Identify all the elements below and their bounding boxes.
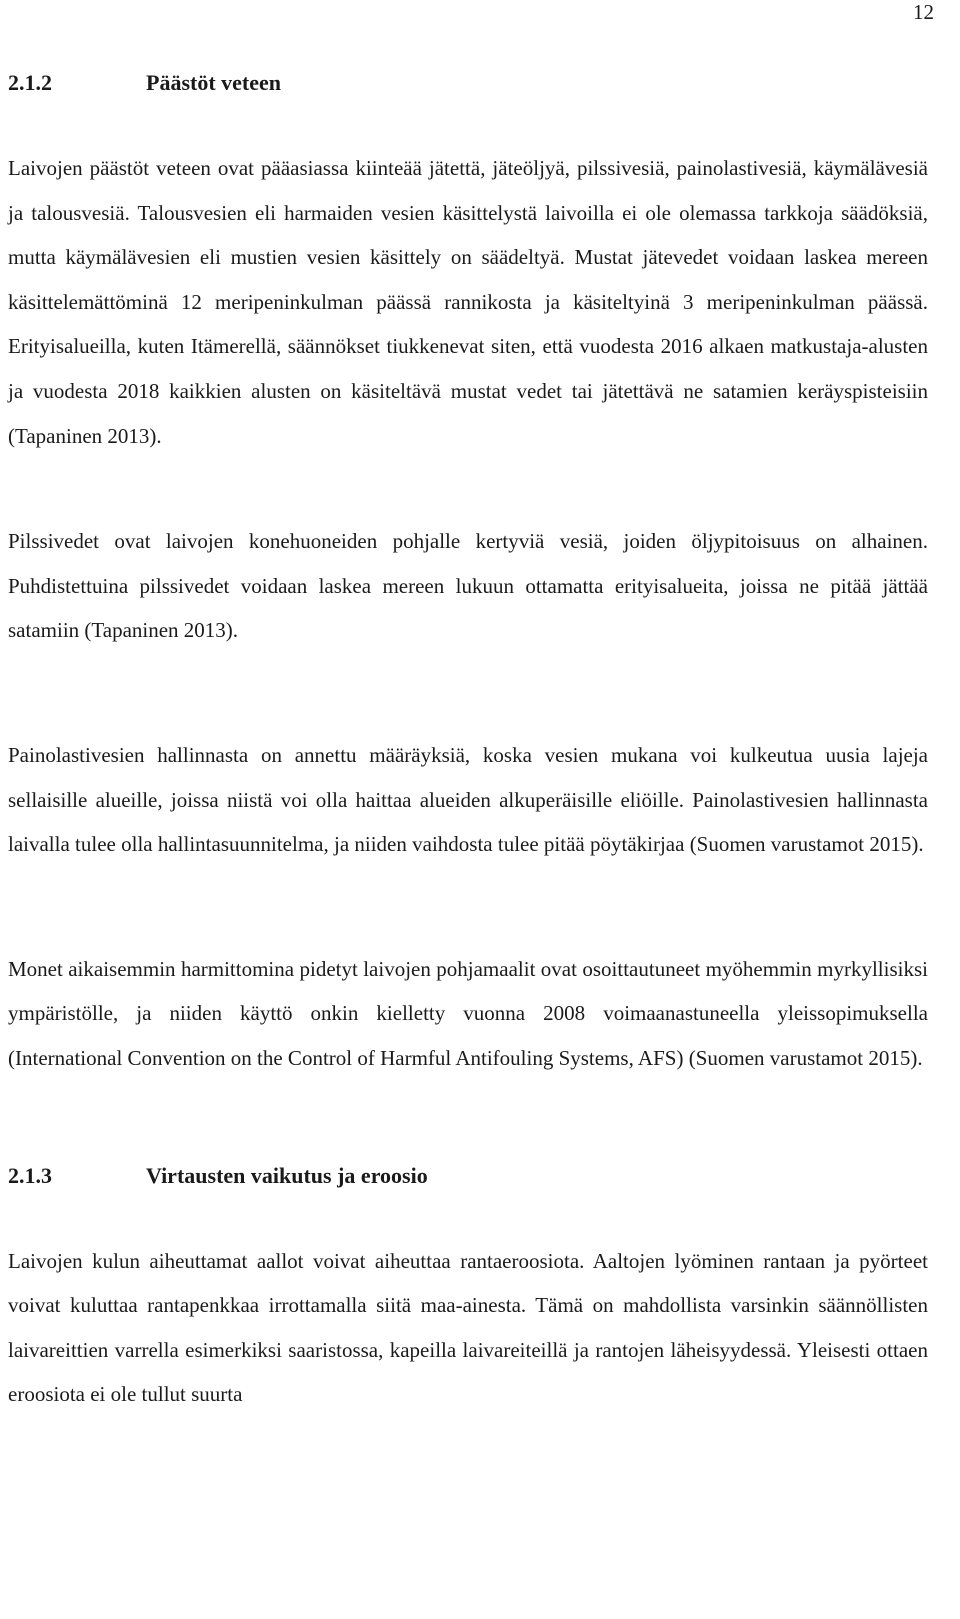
section-heading-2-1-2	[8, 68, 928, 98]
paragraph-discharges-overview: Laivojen päästöt veteen ovat pääasiassa kiinteää jätettä, jäteöljyä, pilssivesiä, painolastivesiä, käymälävesiä ja talousvesiä. Talousvesien eli harmaiden vesien käsittelystä laivoilla ei ole olemassa tarkkoja säädöksiä, mutta käymälävesien eli mustien vesien käsittely on säädeltyä. Mustat jätevedet voidaan laskea mereen käsittelemättöminä 12 meripeninkulman päässä rannikosta ja käsiteltyinä 3 meripeninkulman päässä. Erityisalueilla, kuten Itämerellä, säännökset tiukkenevat siten, että vuodesta 2016 alkaen matkustaja-alusten ja vuodesta 2018 kaikkien alusten on käsiteltävä mustat vedet tai jätettävä ne satamien keräyspisteisiin (Tapaninen 2013).	[8, 156, 928, 448]
section-number: 2.1.2	[8, 70, 52, 95]
paragraph-erosion: Laivojen kulun aiheuttamat aallot voivat aiheuttaa rantaeroosiota. Aaltojen lyöminen rantaan ja pyörteet voivat kuluttaa rantapenkkaa irrottamalla siitä maa-ainesta. Tämä on mahdollista varsinkin säännöllisten laivareittien varrella esimerkiksi saaristossa, kapeilla laivareiteillä ja rantojen läheisyydessä. Yleisesti ottaen eroosiota ei ole tullut suurta	[8, 1248, 928, 1407]
paragraph-antifouling-paints: Monet aikaisemmin harmittomina pidetyt laivojen pohjamaalit ovat osoittautuneet myöhemmin myrkyllisiksi ympäristölle, ja niiden käyttö onkin kielletty vuonna 2008 voimaanastuneella yleissopimuksella (International Convention on the Control of Harmful Antifouling Systems, AFS) (Suomen varustamot 2015).	[8, 956, 928, 1070]
section-number: 2.1.3	[8, 1162, 52, 1188]
section-title: Virtausten vaikutus ja eroosio	[146, 1162, 428, 1188]
section-title: Päästöt veteen	[146, 70, 282, 95]
section-heading-2-1-3	[8, 1161, 928, 1191]
paragraph-ballast-water: Painolastivesien hallinnasta on annettu määräyksiä, koska vesien mukana voi kulkeutua uusia lajeja sellaisille alueille, joissa niistä voi olla haittaa alueiden alkuperäisille eliöille. Painolastivesien hallinnasta laivalla tulee olla hallintasuunnitelma, ja niiden vaihdosta tulee pitää pöytäkirjaa (Suomen varustamot 2015).	[8, 742, 928, 857]
paragraph-bilge-water: Pilssivedet ovat laivojen konehuoneiden pohjalle kertyviä vesiä, joiden öljypitoisuus on alhainen. Puhdistettuina pilssivedet voidaan laskea mereen lukuun ottamatta erityisalueita, joissa ne pitää jättää satamiin (Tapaninen 2013).	[8, 529, 928, 643]
page-number: 12	[913, 0, 934, 24]
document-body	[8, 68, 928, 1417]
